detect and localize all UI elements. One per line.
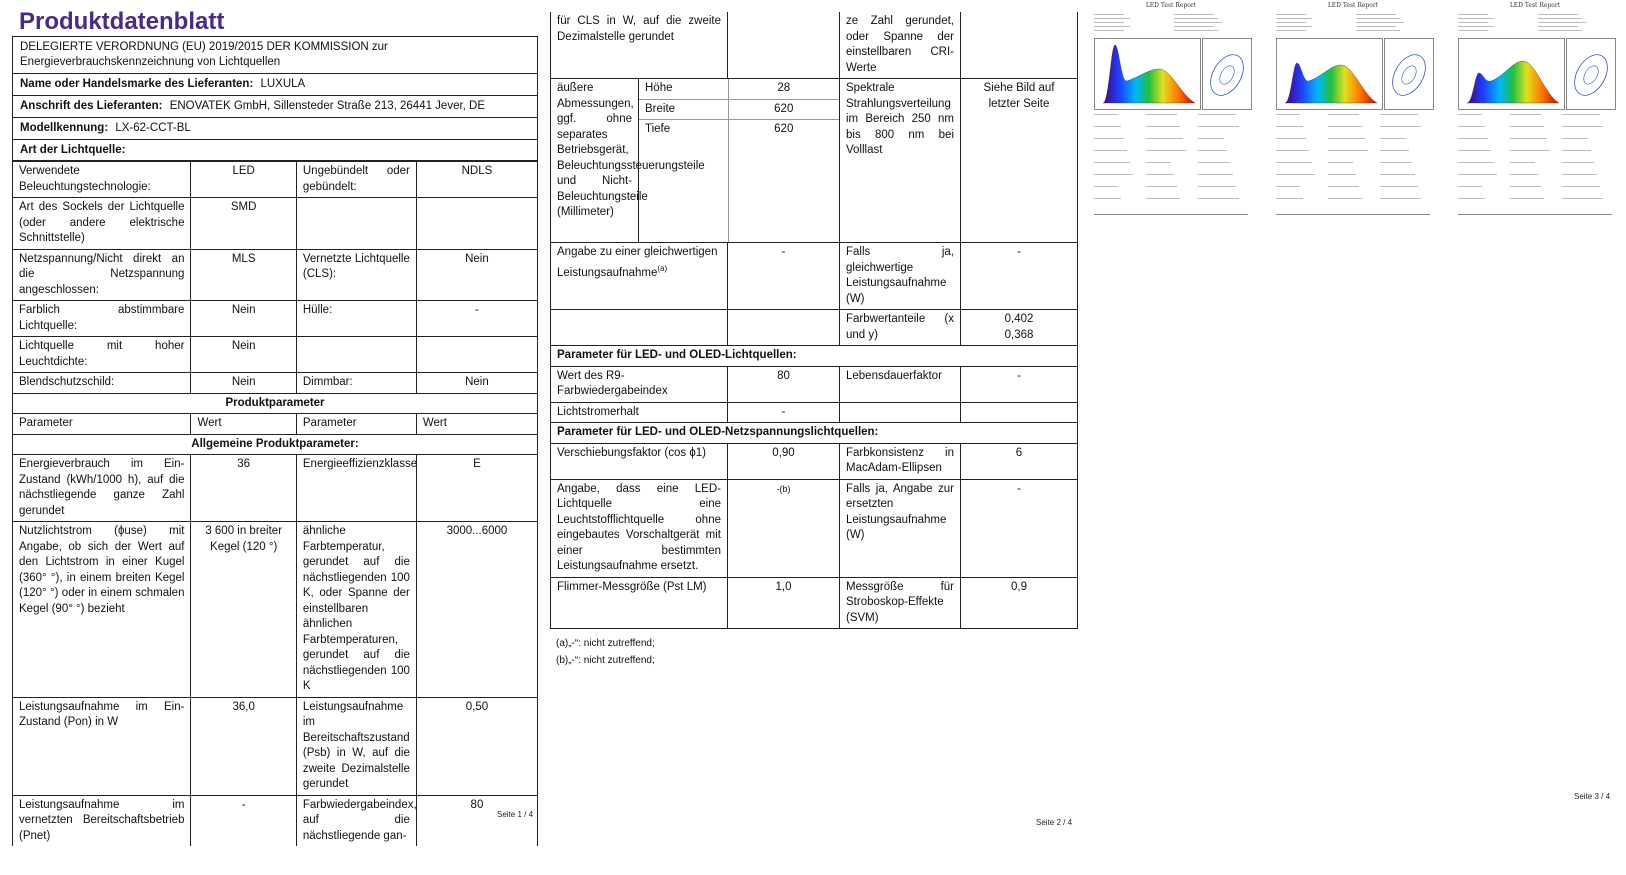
report-text-line bbox=[1562, 126, 1603, 127]
report-text-line bbox=[1510, 198, 1544, 199]
report-title: LED Test Report bbox=[1509, 2, 1561, 9]
page-number: Seite 1 / 4 bbox=[497, 810, 534, 819]
report-text-line bbox=[1356, 26, 1396, 27]
value-cell: NDLS bbox=[416, 162, 537, 198]
report-text-line bbox=[1356, 14, 1396, 15]
report-text-line bbox=[1276, 162, 1312, 163]
report-text-line bbox=[1094, 30, 1124, 31]
report-text-line bbox=[1094, 174, 1133, 175]
supplier-name-value: LUXULA bbox=[260, 78, 306, 90]
report-text-line bbox=[1356, 18, 1400, 19]
section-row bbox=[13, 393, 538, 414]
param-cell: Farbkonsistenz in MacAdam-Ellipsen bbox=[840, 443, 961, 479]
report-text-line bbox=[1562, 150, 1591, 151]
report-text-line bbox=[1094, 198, 1121, 199]
report-text-line bbox=[1538, 22, 1586, 23]
param-cell: Flimmer-Messgröße (Pst LM) bbox=[551, 577, 728, 629]
spectrum-graph bbox=[1458, 38, 1565, 110]
column-header-row bbox=[13, 414, 538, 435]
report-footer-rule bbox=[1276, 214, 1430, 215]
equiv-label-cell bbox=[551, 243, 728, 310]
footnote-a: (a)„-“: nicht zutreffend; bbox=[556, 638, 655, 649]
dimension-row bbox=[639, 120, 839, 243]
dimension-value: 620 bbox=[728, 120, 839, 243]
report-text-line bbox=[1328, 186, 1359, 187]
report-text-line bbox=[1510, 162, 1535, 163]
report-text-line bbox=[1174, 30, 1218, 31]
value-cell: 0,90 bbox=[728, 443, 840, 479]
section-row bbox=[13, 434, 538, 455]
report-text-line bbox=[1458, 186, 1482, 187]
report-title: LED Test Report bbox=[1145, 2, 1197, 9]
param-cell: Angabe, dass eine LED-Lichtquelle eine Leuchtstofflichtquelle ohne eingebautes Vorschaltgerät mit einer bestimmten Leistungsaufnahme ersetzt. bbox=[551, 479, 728, 577]
report-text-line bbox=[1174, 14, 1214, 15]
table-row bbox=[13, 455, 538, 522]
report-text-line bbox=[1146, 126, 1180, 127]
report-text-line bbox=[1094, 114, 1118, 115]
report-text-line bbox=[1458, 30, 1488, 31]
cie-diagram bbox=[1566, 38, 1616, 110]
report-text-line bbox=[1328, 162, 1353, 163]
report-text-line bbox=[1458, 138, 1488, 139]
param-cell: Energieverbrauch im Ein-Zustand (kWh/1000 h), auf die nächstliegende ganze Zahl gerundet bbox=[13, 455, 191, 522]
value-cell: E bbox=[416, 455, 537, 522]
report-text-line bbox=[1198, 174, 1233, 175]
model-label: Modellkennung: bbox=[20, 122, 109, 134]
report-text-line bbox=[1198, 138, 1224, 139]
value-cell: 0,50 bbox=[416, 697, 537, 795]
value-cell bbox=[961, 12, 1078, 79]
report-text-line bbox=[1562, 186, 1600, 187]
light-type-row bbox=[13, 140, 537, 161]
spectrum-graph bbox=[1094, 38, 1201, 110]
report-text-line bbox=[1328, 174, 1356, 175]
page-1 bbox=[12, 0, 538, 846]
param-cell: Farbwertanteile (x und y) bbox=[840, 310, 961, 346]
page-number: Seite 3 / 4 bbox=[1574, 792, 1611, 801]
report-text-line bbox=[1094, 14, 1124, 15]
chromaticity-value: 0,402 0,368 bbox=[961, 310, 1078, 346]
report-text-line bbox=[1458, 126, 1485, 127]
section-row bbox=[551, 423, 1078, 444]
supplier-address-row bbox=[13, 96, 537, 118]
page-number: Seite 2 / 4 bbox=[1036, 818, 1073, 827]
table-row bbox=[551, 12, 1078, 79]
supplier-address-label: Anschrift des Lieferanten: bbox=[20, 100, 163, 112]
section-heading: Produktparameter bbox=[13, 393, 538, 414]
macadam-ellipse bbox=[1385, 39, 1433, 109]
value-cell: - bbox=[728, 402, 840, 423]
value-cell: Nein bbox=[191, 301, 296, 337]
table-row bbox=[13, 249, 538, 301]
param-cell bbox=[296, 337, 416, 373]
report-text-line bbox=[1198, 198, 1239, 199]
value-cell: - bbox=[961, 366, 1078, 402]
report-text-line bbox=[1458, 114, 1482, 115]
report-text-line bbox=[1146, 162, 1171, 163]
value-cell: Nein bbox=[416, 249, 537, 301]
report-text-line bbox=[1198, 150, 1227, 151]
supplier-address-value: ENOVATEK GmbH, Sillensteder Straße 213, 26441 Jever, DE bbox=[169, 100, 486, 112]
report-text-line bbox=[1094, 126, 1121, 127]
param-cell: Falls ja, Angabe zur ersetzten Leistungsaufnahme (W) bbox=[840, 479, 961, 577]
spectrum-graph bbox=[1276, 38, 1383, 110]
report-text-line bbox=[1380, 138, 1406, 139]
report-text-line bbox=[1276, 14, 1306, 15]
value-cell: Nein bbox=[191, 337, 296, 373]
report-text-line bbox=[1276, 18, 1312, 19]
regulation-text: DELEGIERTE VERORDNUNG (EU) 2019/2015 DER KOMMISSION zur Energieverbrauchskennzeichnung von Lichtquellen bbox=[13, 37, 537, 74]
report-text-line bbox=[1380, 150, 1409, 151]
dimension-name: Breite bbox=[639, 99, 728, 120]
param-cell: Verwendete Beleuchtungstechnologie: bbox=[13, 162, 191, 198]
param-cell: Leistungsaufnahme im vernetzten Bereitschaftsbetrieb (Pnet) bbox=[13, 795, 191, 846]
report-text-line bbox=[1510, 186, 1541, 187]
footnotes bbox=[556, 635, 1077, 669]
section-heading: Parameter für LED- und OLED-Netzspannungslichtquellen: bbox=[551, 423, 1078, 444]
report-text-line bbox=[1094, 162, 1130, 163]
report-text-line bbox=[1328, 138, 1365, 139]
section-heading: Parameter für LED- und OLED-Lichtquellen: bbox=[551, 346, 1078, 367]
footnote-b: (b)„-“: nicht zutreffend; bbox=[556, 655, 655, 666]
report-text-line bbox=[1538, 18, 1582, 19]
report-text-line bbox=[1146, 114, 1177, 115]
table-row bbox=[13, 795, 538, 846]
report-text-line bbox=[1380, 198, 1421, 199]
param-cell: Dimmbar: bbox=[296, 373, 416, 394]
param-cell: Leistungsaufnahme im Bereitschaftszustand (Psb) in W, auf die zweite Dezimalstelle gerundet bbox=[296, 697, 416, 795]
report-text-line bbox=[1174, 18, 1218, 19]
spectral-value: Siehe Bild auf letzter Seite bbox=[961, 79, 1078, 243]
value-cell: LED bbox=[191, 162, 296, 198]
report-title: LED Test Report bbox=[1327, 2, 1379, 9]
param-cell: Lichtquelle mit hoher Leuchtdichte: bbox=[13, 337, 191, 373]
report-text-line bbox=[1458, 22, 1488, 23]
table-row bbox=[13, 198, 538, 250]
report-text-line bbox=[1094, 150, 1127, 151]
report-text-line bbox=[1458, 26, 1494, 27]
param-cell: Lichtstromerhalt bbox=[551, 402, 728, 423]
column-header: Wert bbox=[191, 414, 296, 435]
param-cell bbox=[296, 198, 416, 250]
section-heading: Allgemeine Produktparameter: bbox=[13, 434, 538, 455]
dimension-value: 620 bbox=[728, 99, 839, 120]
param-cell bbox=[840, 402, 961, 423]
report-text-line bbox=[1276, 186, 1300, 187]
test-report-thumbnails bbox=[1090, 2, 1620, 222]
value-cell: SMD bbox=[191, 198, 296, 250]
table-row bbox=[13, 522, 538, 698]
report-text-line bbox=[1510, 138, 1547, 139]
table-row bbox=[551, 366, 1078, 402]
equiv-label: Angabe zu einer gleichwertigen Leistungsaufnahme bbox=[557, 246, 718, 279]
cie-diagram bbox=[1202, 38, 1252, 110]
dimension-name: Höhe bbox=[639, 79, 728, 99]
report-text-line bbox=[1458, 18, 1494, 19]
report-text-line bbox=[1094, 186, 1118, 187]
table-row bbox=[551, 79, 1078, 243]
value-cell: MLS bbox=[191, 249, 296, 301]
param-cell: Farblich abstimmbare Lichtquelle: bbox=[13, 301, 191, 337]
report-text-line bbox=[1380, 162, 1412, 163]
value-cell bbox=[961, 402, 1078, 423]
param-cell: Falls ja, gleichwertige Leistungsaufnahme (W) bbox=[840, 243, 961, 310]
macadam-ellipse bbox=[1203, 39, 1251, 109]
model-value: LX-62-CCT-BL bbox=[115, 122, 191, 134]
report-text-line bbox=[1458, 150, 1491, 151]
table-row bbox=[13, 301, 538, 337]
param-cell: Lebensdauerfaktor bbox=[840, 366, 961, 402]
report-footer-rule bbox=[1094, 214, 1248, 215]
report-text-line bbox=[1146, 138, 1183, 139]
test-report-thumbnail bbox=[1272, 2, 1434, 220]
dimension-name: Tiefe bbox=[639, 120, 728, 243]
table-row bbox=[551, 243, 1078, 310]
table-row bbox=[13, 162, 538, 198]
param-cell: Verschiebungsfaktor (cos ϕ1) bbox=[551, 443, 728, 479]
report-text-line bbox=[1146, 198, 1180, 199]
table-row bbox=[551, 577, 1078, 629]
footnote-marker: (a) bbox=[657, 263, 668, 273]
table-row bbox=[13, 373, 538, 394]
report-text-line bbox=[1174, 26, 1214, 27]
value-cell bbox=[416, 337, 537, 373]
report-text-line bbox=[1458, 198, 1485, 199]
test-report-thumbnail bbox=[1090, 2, 1252, 220]
dimensions-label: äußere Abmessungen, ggf. ohne separates Betriebsgerät, Beleuchtungssteuerungsteile und Nicht-Beleuchtungsteile (Millimeter) bbox=[551, 79, 639, 243]
value-cell: 36,0 bbox=[191, 697, 296, 795]
value-cell: - bbox=[961, 479, 1078, 577]
value-cell: - bbox=[728, 243, 840, 310]
report-text-line bbox=[1094, 18, 1130, 19]
report-text-line bbox=[1538, 14, 1578, 15]
supplier-name-row bbox=[13, 74, 537, 96]
dimension-value: 28 bbox=[728, 79, 839, 99]
report-text-line bbox=[1562, 174, 1597, 175]
report-text-line bbox=[1094, 138, 1124, 139]
report-text-line bbox=[1276, 26, 1312, 27]
param-cell: Leistungsaufnahme im Ein-Zustand (Pon) in W bbox=[13, 697, 191, 795]
report-text-line bbox=[1198, 186, 1236, 187]
param-cell: Farbwiedergabeindex, auf die nächstliegende gan- bbox=[296, 795, 416, 846]
report-text-line bbox=[1174, 22, 1222, 23]
value-cell: Nein bbox=[416, 373, 537, 394]
report-text-line bbox=[1458, 162, 1494, 163]
empty-cell bbox=[728, 310, 840, 346]
test-report-thumbnail bbox=[1454, 2, 1616, 220]
report-text-line bbox=[1538, 30, 1582, 31]
empty-cell bbox=[551, 310, 728, 346]
param-cell: Art des Sockels der Lichtquelle (oder andere elektrische Schnittstelle) bbox=[13, 198, 191, 250]
report-text-line bbox=[1146, 186, 1177, 187]
column-header: Wert bbox=[416, 414, 537, 435]
report-text-line bbox=[1276, 174, 1315, 175]
page-2 bbox=[550, 0, 1077, 669]
report-text-line bbox=[1328, 114, 1359, 115]
report-text-line bbox=[1380, 186, 1418, 187]
dimension-row bbox=[639, 99, 839, 120]
report-text-line bbox=[1562, 114, 1600, 115]
table-row bbox=[551, 443, 1078, 479]
report-text-line bbox=[1276, 198, 1303, 199]
report-text-line bbox=[1198, 162, 1230, 163]
param-cell: Nutzlichtstrom (ϕuse) mit Angabe, ob sich der Wert auf den Lichtstrom in einer Kugel (360° °), in einem breiten Kegel (120° °) oder in einem schmalen Kegel (90° °) bezieht bbox=[13, 522, 191, 698]
supplier-name-label: Name oder Handelsmarke des Lieferanten: bbox=[20, 78, 254, 90]
report-text-line bbox=[1146, 174, 1174, 175]
table-row bbox=[13, 337, 538, 373]
report-text-line bbox=[1094, 26, 1130, 27]
report-text-line bbox=[1094, 22, 1124, 23]
value-cell: 0,9 bbox=[961, 577, 1078, 629]
report-text-line bbox=[1276, 30, 1306, 31]
report-text-line bbox=[1328, 150, 1368, 151]
spectrum-curve bbox=[1459, 39, 1564, 109]
header-box bbox=[12, 36, 538, 161]
report-text-line bbox=[1198, 126, 1239, 127]
report-text-line bbox=[1510, 150, 1550, 151]
value-cell: Nein bbox=[191, 373, 296, 394]
report-text-line bbox=[1562, 138, 1588, 139]
value-cell: 3 600 in breiter Kegel (120 °) bbox=[191, 522, 296, 698]
param-cell: Blendschutzschild: bbox=[13, 373, 191, 394]
spectrum-curve bbox=[1277, 39, 1382, 109]
value-cell: - bbox=[416, 301, 537, 337]
param-cell: Netzspannung/Nicht direkt an die Netzspannung angeschlossen: bbox=[13, 249, 191, 301]
dimension-row bbox=[639, 79, 839, 99]
param-cell: Messgröße für Stroboskop-Effekte (SVM) bbox=[840, 577, 961, 629]
report-text-line bbox=[1510, 114, 1541, 115]
value-cell bbox=[728, 12, 840, 79]
report-text-line bbox=[1146, 150, 1186, 151]
report-text-line bbox=[1276, 150, 1309, 151]
param-cell: Vernetzte Lichtquelle (CLS): bbox=[296, 249, 416, 301]
report-text-line bbox=[1276, 22, 1306, 23]
report-text-line bbox=[1328, 126, 1362, 127]
value-cell: 3000...6000 bbox=[416, 522, 537, 698]
report-text-line bbox=[1328, 198, 1362, 199]
table-row bbox=[13, 697, 538, 795]
report-text-line bbox=[1538, 26, 1578, 27]
macadam-ellipse bbox=[1567, 39, 1615, 109]
param-cell: ze Zahl gerundet, oder Spanne der einstellbaren CRI-Werte bbox=[840, 12, 961, 79]
spectrum-curve bbox=[1095, 39, 1200, 109]
report-text-line bbox=[1458, 174, 1497, 175]
param-cell: für CLS in W, auf die zweite Dezimalstelle gerundet bbox=[551, 12, 728, 79]
report-text-line bbox=[1458, 14, 1488, 15]
report-text-line bbox=[1356, 22, 1404, 23]
value-cell: 36 bbox=[191, 455, 296, 522]
param-cell: Wert des R9-Farbwiedergabeindex bbox=[551, 366, 728, 402]
param-cell: Ungebündelt oder gebündelt: bbox=[296, 162, 416, 198]
param-cell: Energieeffizienzklasse bbox=[296, 455, 416, 522]
light-source-table bbox=[12, 161, 538, 846]
model-row bbox=[13, 118, 537, 140]
value-cell: 6 bbox=[961, 443, 1078, 479]
value-cell: 80 bbox=[416, 795, 537, 846]
param-cell: ähnliche Farbtemperatur, gerundet auf die nächstliegenden 100 K, oder Spanne der einstellbaren ähnlichen Farbtemperaturen, gerundet auf die nächstliegenden 100 K bbox=[296, 522, 416, 698]
value-cell bbox=[416, 198, 537, 250]
report-text-line bbox=[1276, 126, 1303, 127]
cie-diagram bbox=[1384, 38, 1434, 110]
report-text-line bbox=[1198, 114, 1236, 115]
report-text-line bbox=[1276, 114, 1300, 115]
table-row bbox=[551, 310, 1078, 346]
table-row bbox=[551, 402, 1078, 423]
table-row bbox=[551, 479, 1078, 577]
value-cell: 80 bbox=[728, 366, 840, 402]
light-type-label: Art der Lichtquelle: bbox=[20, 144, 126, 156]
spectral-label: Spektrale Strahlungsverteilung im Bereich 250 nm bis 800 nm bei Volllast bbox=[840, 79, 961, 243]
section-row bbox=[551, 346, 1078, 367]
report-text-line bbox=[1562, 162, 1594, 163]
report-text-line bbox=[1380, 114, 1418, 115]
value-cell: - bbox=[191, 795, 296, 846]
report-text-line bbox=[1380, 126, 1421, 127]
report-text-line bbox=[1510, 174, 1538, 175]
param-table-continued bbox=[550, 12, 1078, 629]
column-header: Parameter bbox=[13, 414, 191, 435]
page-title: Produktdatenblatt bbox=[19, 8, 225, 35]
report-text-line bbox=[1276, 138, 1306, 139]
value-cell: 1,0 bbox=[728, 577, 840, 629]
param-cell: Hülle: bbox=[296, 301, 416, 337]
report-text-line bbox=[1562, 198, 1603, 199]
report-footer-rule bbox=[1458, 214, 1612, 215]
column-header: Parameter bbox=[296, 414, 416, 435]
report-text-line bbox=[1510, 126, 1544, 127]
report-text-line bbox=[1380, 174, 1415, 175]
report-text-line bbox=[1356, 30, 1400, 31]
value-cell: - bbox=[961, 243, 1078, 310]
value-cell: -(b) bbox=[728, 479, 840, 577]
